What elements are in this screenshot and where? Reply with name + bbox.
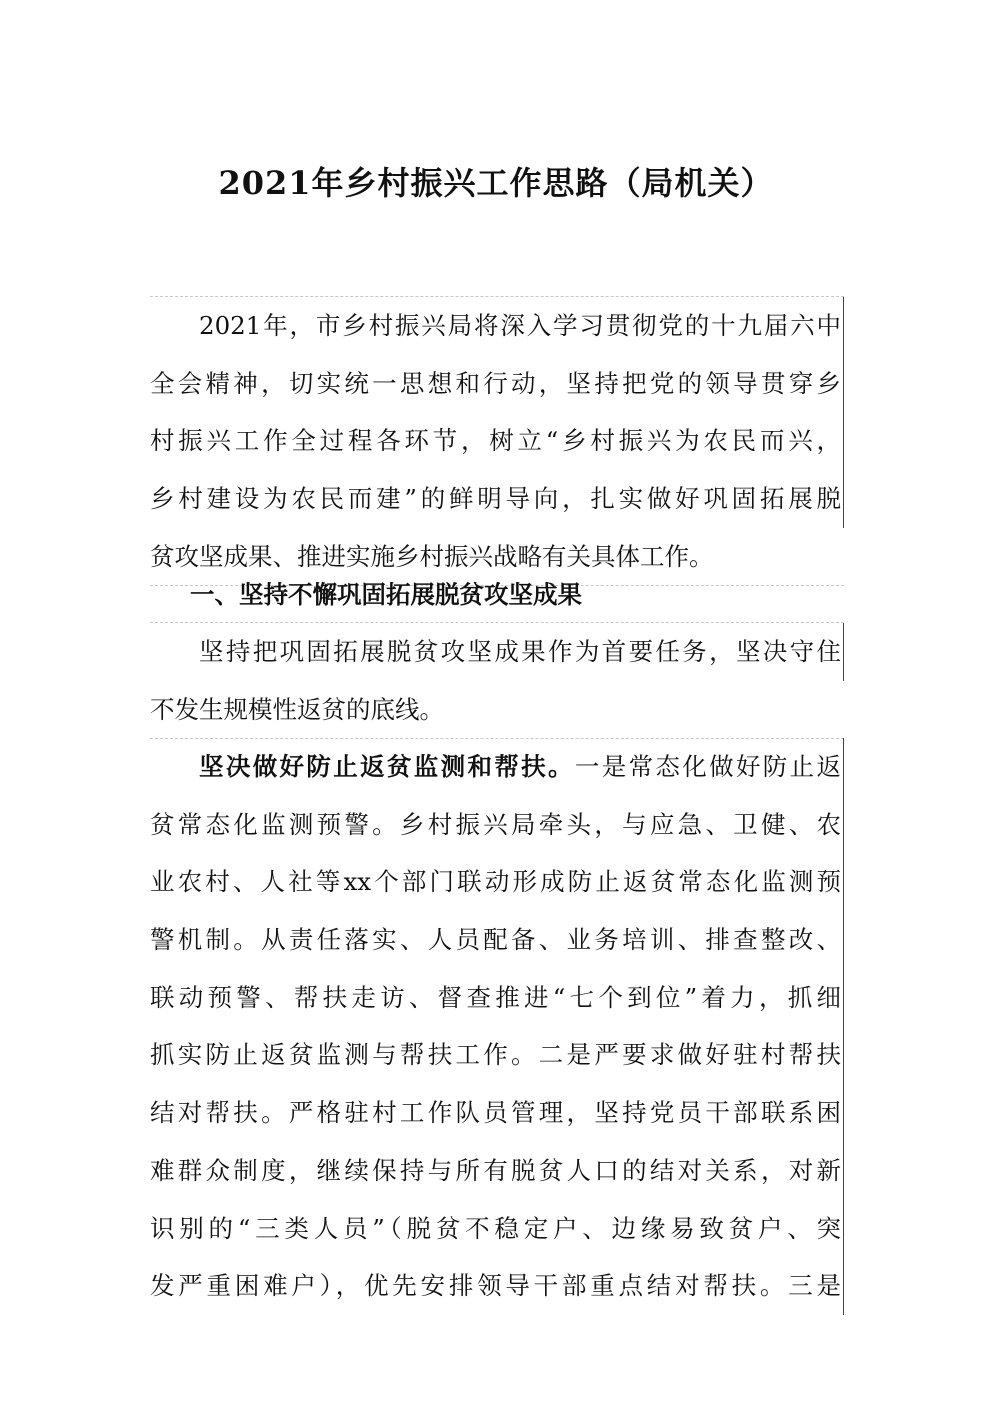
section-1-heading: 一、坚持不懈巩固拓展脱贫攻坚成果 [190,580,582,609]
section-heading-container [150,566,844,623]
intro-line: 全会精神，切实统一思想和行动，坚持把党的领导贯穿乡 [150,355,844,413]
subparagraph-line: 警机制。从责任落实、人员配备、业务培训、排查整改、 [150,911,844,969]
intro-line: 贫攻坚成果、推进实施乡村振兴战略有关具体工作。 [150,541,714,571]
subparagraph-line: 抓实防止返贫监测与帮扶工作。二是严要求做好驻村帮扶 [150,1026,844,1084]
subparagraph-line: 识别的“三类人员”（脱贫不稳定户、边缘易致贫户、突 [150,1200,844,1258]
section-1-line: 不发生规模性返贫的底线。 [150,694,444,724]
subparagraph-bold-lead: 坚决做好防止返贫监测和帮扶。 [199,752,575,781]
subparagraph-first-rest: 一是常态化做好防止返 [574,752,842,781]
subparagraph-line: 业农村、人社等xx个部门联动形成防止返贫常态化监测预 [150,853,844,911]
document-title: 2021年乡村振兴工作思路（局机关） [218,164,774,202]
subparagraph-first-line [150,738,844,796]
intro-line: 乡村建设为农民而建”的鲜明导向，扎实做好巩固拓展脱 [150,470,844,528]
subparagraph-line: 难群众制度，继续保持与所有脱贫人口的结对关系，对新 [150,1142,844,1200]
subparagraph-line: 联动预警、帮扶走访、督查推进“七个到位”着力，抓细 [150,969,844,1027]
section-1-paragraph [150,622,844,739]
intro-line: 村振兴工作全过程各环节，树立“乡村振兴为农民而兴， [150,412,844,470]
subparagraph-line: 结对帮扶。严格驻村工作队员管理，坚持党员干部联系困 [150,1084,844,1142]
section-1-subparagraph [150,738,844,1315]
subparagraph-line: 贫常态化监测预警。乡村振兴局牵头，与应急、卫健、农 [150,796,844,854]
subparagraph-line: 发严重困难户），优先安排领导干部重点结对帮扶。三是 [150,1257,844,1315]
intro-line: 2021年，市乡村振兴局将深入学习贯彻党的十九届六中 [150,297,844,355]
section-1-line: 坚持把巩固拓展脱贫攻坚成果作为首要任务，坚决守住 [150,623,844,681]
intro-paragraph [150,296,844,586]
